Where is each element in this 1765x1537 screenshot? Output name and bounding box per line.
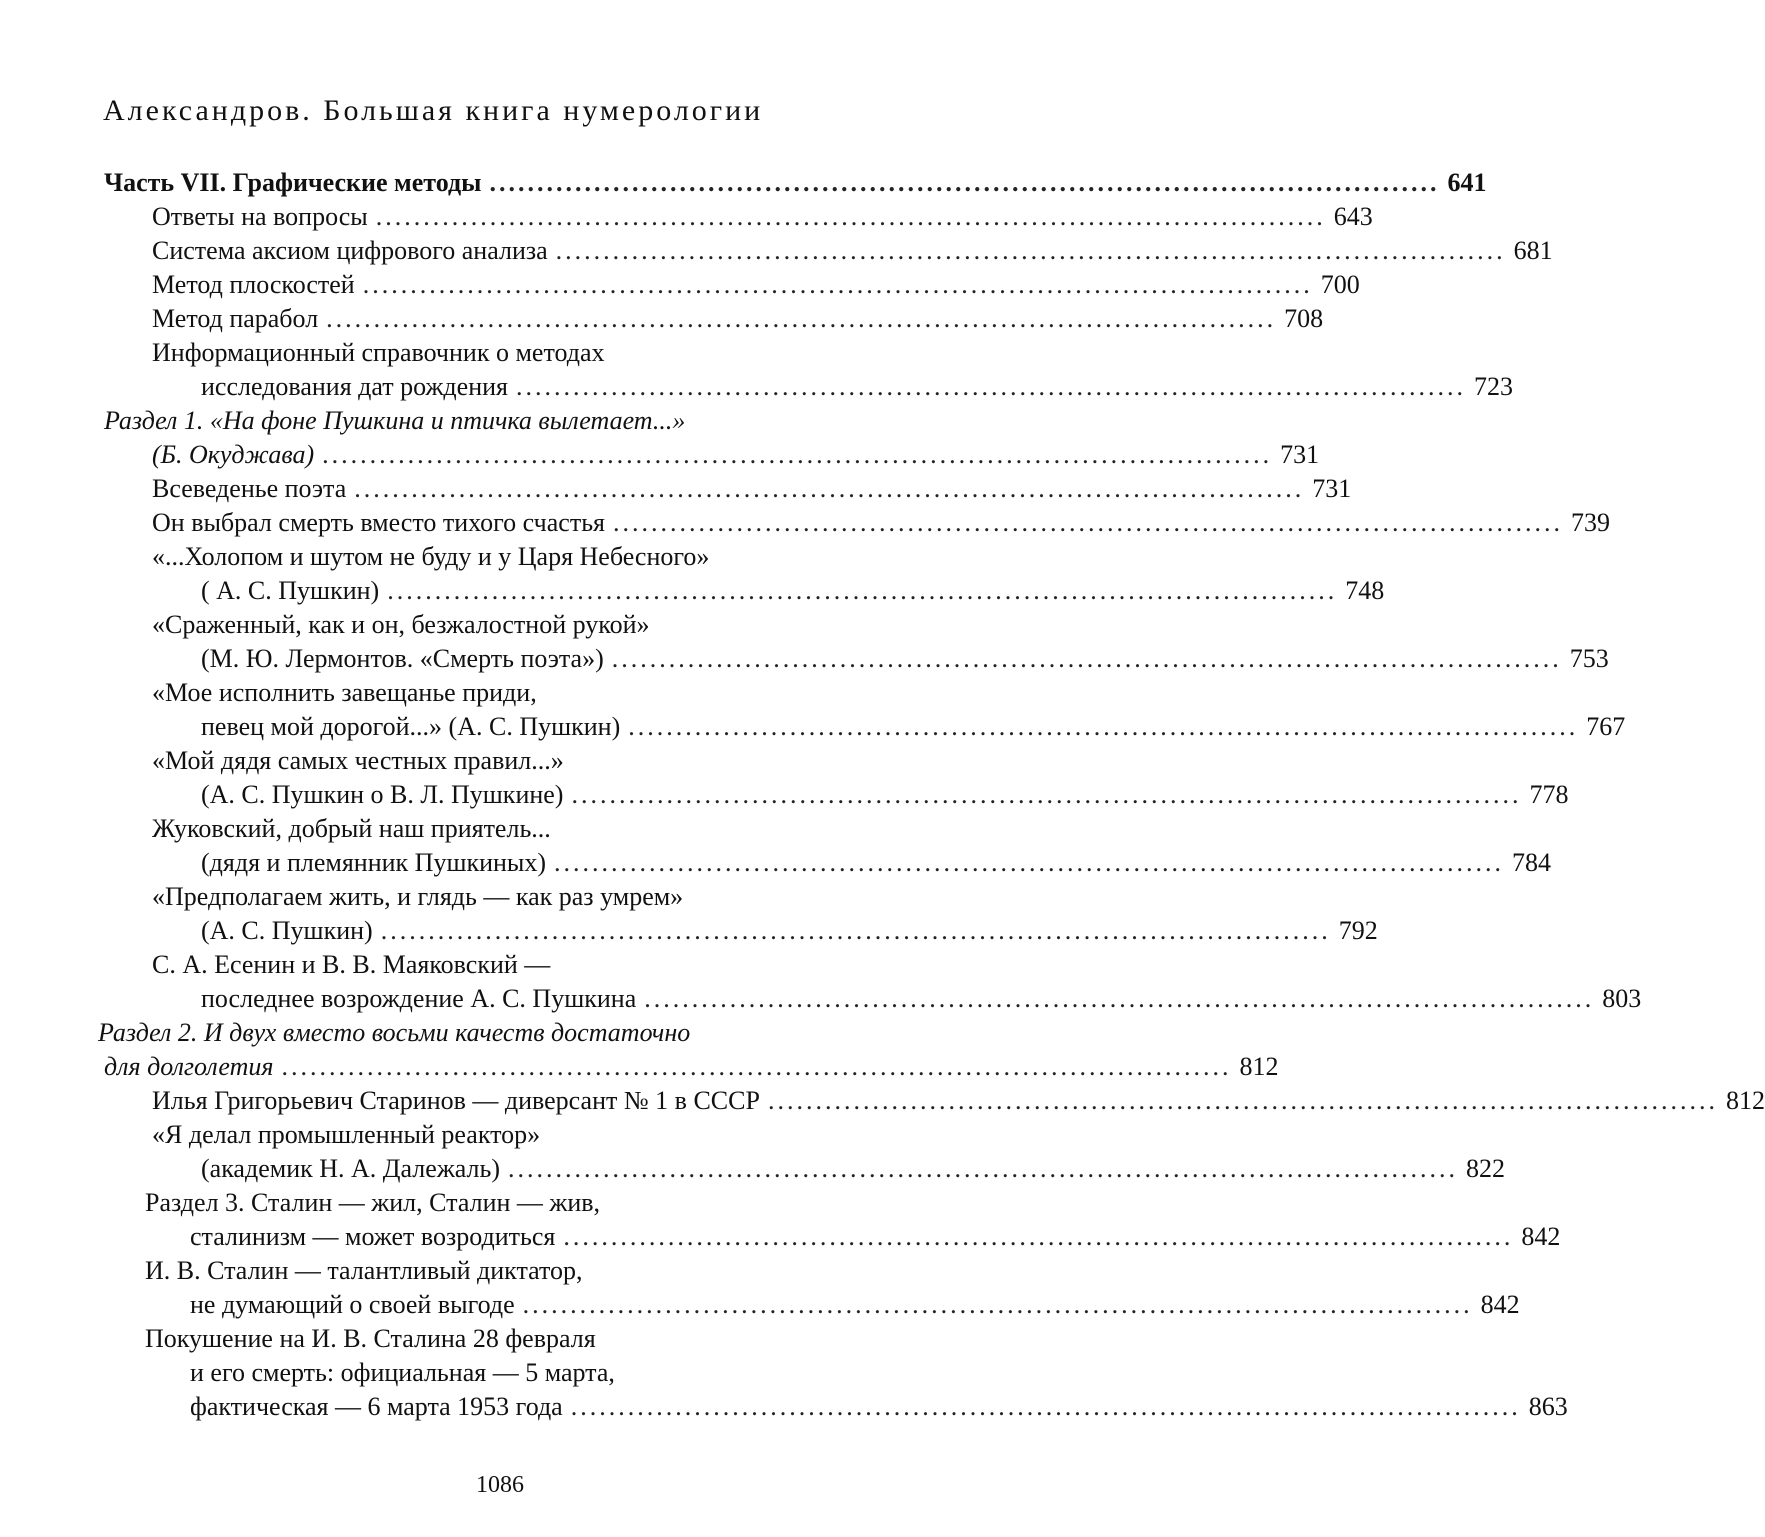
toc-page-number: 803: [1602, 984, 1642, 1013]
toc-entry-title: сталинизм — может возродиться: [190, 1222, 556, 1251]
leader-dots: ....................................................................................................: [322, 440, 1273, 469]
toc-entry-title: Метод парабол: [152, 304, 319, 333]
toc-section1-line1: Раздел 1. «На фоне Пушкина и птичка вылетает...»: [104, 406, 686, 435]
toc-entry-yesenin-line1: С. А. Есенин и В. В. Маяковский —: [152, 950, 551, 979]
toc-entry-struck-line1: «Сраженный, как и он, безжалостной рукой»: [152, 610, 650, 639]
toc-entry-title: (академик Н. А. Далежаль): [201, 1154, 501, 1183]
toc-entry-attempt: [190, 1390, 1568, 1424]
toc-entry-death: [152, 506, 1611, 540]
toc-page-number: 739: [1571, 508, 1611, 537]
toc-entry-title: Он выбрал смерть вместо тихого счастья: [152, 508, 606, 537]
leader-dots: ....................................................................................................: [570, 1392, 1521, 1421]
toc-page-number: 778: [1529, 780, 1569, 809]
leader-dots: ....................................................................................................: [563, 1222, 1514, 1251]
leader-dots: ....................................................................................................: [281, 1052, 1232, 1081]
toc-page-number: 643: [1333, 202, 1373, 231]
toc-entry-zhukovsky-line1: Жуковский, добрый наш приятель...: [152, 814, 551, 843]
toc-page-number: 723: [1474, 372, 1513, 401]
leader-dots: ....................................................................................................: [516, 372, 1466, 401]
toc-entry-part7: [104, 166, 1487, 200]
toc-page-number: 748: [1345, 576, 1385, 605]
toc-entry-sec2: [104, 1050, 1279, 1084]
leader-dots: ....................................................................................................: [611, 644, 1562, 673]
leader-dots: ....................................................................................................: [354, 474, 1305, 503]
running-header: Александров. Большая книга нумерологии: [103, 94, 764, 127]
toc-page-number: 641: [1447, 168, 1487, 197]
toc-entry-title: Система аксиом цифрового анализа: [152, 236, 548, 265]
leader-dots: ....................................................................................................: [362, 270, 1313, 299]
toc-page-number: 784: [1512, 848, 1552, 877]
toc-page-number: 708: [1284, 304, 1324, 333]
toc-entry-info: [201, 370, 1513, 404]
leader-dots: ....................................................................................................: [380, 916, 1331, 945]
leader-dots: ....................................................................................................: [375, 202, 1326, 231]
page-number: 1086: [476, 1472, 524, 1498]
leader-dots: ....................................................................................................: [613, 508, 1564, 537]
toc-page-number: 767: [1586, 712, 1626, 741]
toc-page-number: 753: [1569, 644, 1609, 673]
toc-entry-sec1: [152, 438, 1320, 472]
toc-entry-struck: [201, 642, 1609, 676]
toc-page-number: 812: [1239, 1052, 1279, 1081]
toc-entry-info-line1: Информационный справочник о методах: [152, 338, 605, 367]
toc-entry-title: (дядя и племянник Пушкиных): [201, 848, 547, 877]
toc-page-number: 812: [1725, 1086, 1765, 1115]
toc-page-number: 863: [1528, 1392, 1568, 1421]
toc-entry-dictator-line1: И. В. Сталин — талантливый диктатор,: [145, 1256, 583, 1285]
toc-entry-dictator: [190, 1288, 1520, 1322]
toc-entry-uncle-line1: «Мой дядя самых честных правил...»: [152, 746, 564, 775]
leader-dots: ....................................................................................................: [628, 712, 1579, 741]
toc-entry-title: (А. С. Пушкин о В. Л. Пушкине): [201, 780, 564, 809]
toc-entry-title: Ответы на вопросы: [152, 202, 368, 231]
toc-entry-title: последнее возрождение А. С. Пушкина: [201, 984, 637, 1013]
toc-entry-testament: [201, 710, 1626, 744]
toc-entry-attempt-line1: Покушение на И. В. Сталина 28 февраля: [145, 1324, 596, 1353]
toc-entry-live-line1: «Предполагаем жить, и глядь — как раз умрем»: [152, 882, 684, 911]
toc-entry-zhukovsky: [201, 846, 1552, 880]
toc-entry-yesenin: [201, 982, 1642, 1016]
toc-entry-title: для долголетия: [104, 1052, 274, 1081]
toc-entry-title: не думающий о своей выгоде: [190, 1290, 515, 1319]
toc-entry-starinov: [152, 1084, 1765, 1118]
toc-entry-uncle: [201, 778, 1569, 812]
toc-section2-line1: Раздел 2. И двух вместо восьми качеств достаточно: [98, 1018, 691, 1047]
toc-entry-title: (М. Ю. Лермонтов. «Смерть поэта»): [201, 644, 604, 673]
toc-page-number: 700: [1320, 270, 1360, 299]
toc-page-number: 842: [1521, 1222, 1561, 1251]
toc-entry-attempt-line2: и его смерть: официальная — 5 марта,: [190, 1358, 615, 1387]
toc-page-number: 731: [1312, 474, 1352, 503]
toc-entry-title: Всеведенье поэта: [152, 474, 347, 503]
leader-dots: ....................................................................................................: [522, 1290, 1473, 1319]
leader-dots: ....................................................................................................: [489, 168, 1440, 197]
toc-entry-title: исследования дат рождения: [201, 372, 508, 401]
leader-dots: ....................................................................................................: [555, 236, 1506, 265]
toc-entry-title: Илья Григорьевич Старинов — диверсант № 1 в СССР: [152, 1086, 760, 1115]
leader-dots: ....................................................................................................: [326, 304, 1277, 333]
toc-entry-testament-line1: «Мое исполнить завещанье приди,: [152, 678, 537, 707]
toc-entry-title: (А. С. Пушкин): [201, 916, 373, 945]
leader-dots: ....................................................................................................: [554, 848, 1505, 877]
toc-entry-title: Часть VII. Графические методы: [104, 168, 482, 197]
toc-page-number: 731: [1280, 440, 1320, 469]
toc-entry-title: фактическая — 6 марта 1953 года: [190, 1392, 563, 1421]
toc-page-number: 822: [1466, 1154, 1506, 1183]
toc-page-number: 842: [1480, 1290, 1520, 1319]
toc-entry-live: [201, 914, 1378, 948]
toc-entry-title: Метод плоскостей: [152, 270, 355, 299]
leader-dots: ....................................................................................................: [508, 1154, 1459, 1183]
toc-entry-parabolas: [152, 302, 1324, 336]
toc-entry-reactor-line1: «Я делал промышленный реактор»: [152, 1120, 541, 1149]
toc-entry-serf: [201, 574, 1385, 608]
toc-entry-title: (Б. Окуджава): [152, 440, 315, 469]
toc-entry-title: ( А. С. Пушкин): [201, 576, 380, 605]
toc-entry-reactor: [201, 1152, 1506, 1186]
toc-entry-planes: [152, 268, 1360, 302]
toc-entry-answers: [152, 200, 1373, 234]
leader-dots: ....................................................................................................: [644, 984, 1595, 1013]
toc-entry-axioms: [152, 234, 1553, 268]
toc-entry-serf-line1: «...Холопом и шутом не буду и у Царя Небесного»: [152, 542, 710, 571]
toc-page-number: 792: [1338, 916, 1378, 945]
toc-entry-sec3: [190, 1220, 1561, 1254]
leader-dots: ....................................................................................................: [767, 1086, 1718, 1115]
toc-entry-omniscience: [152, 472, 1352, 506]
toc-section3-line1: Раздел 3. Сталин — жил, Сталин — жив,: [145, 1188, 601, 1217]
toc-entry-title: певец мой дорогой...» (А. С. Пушкин): [201, 712, 621, 741]
leader-dots: ....................................................................................................: [387, 576, 1338, 605]
leader-dots: ....................................................................................................: [571, 780, 1522, 809]
toc-page-number: 681: [1513, 236, 1553, 265]
